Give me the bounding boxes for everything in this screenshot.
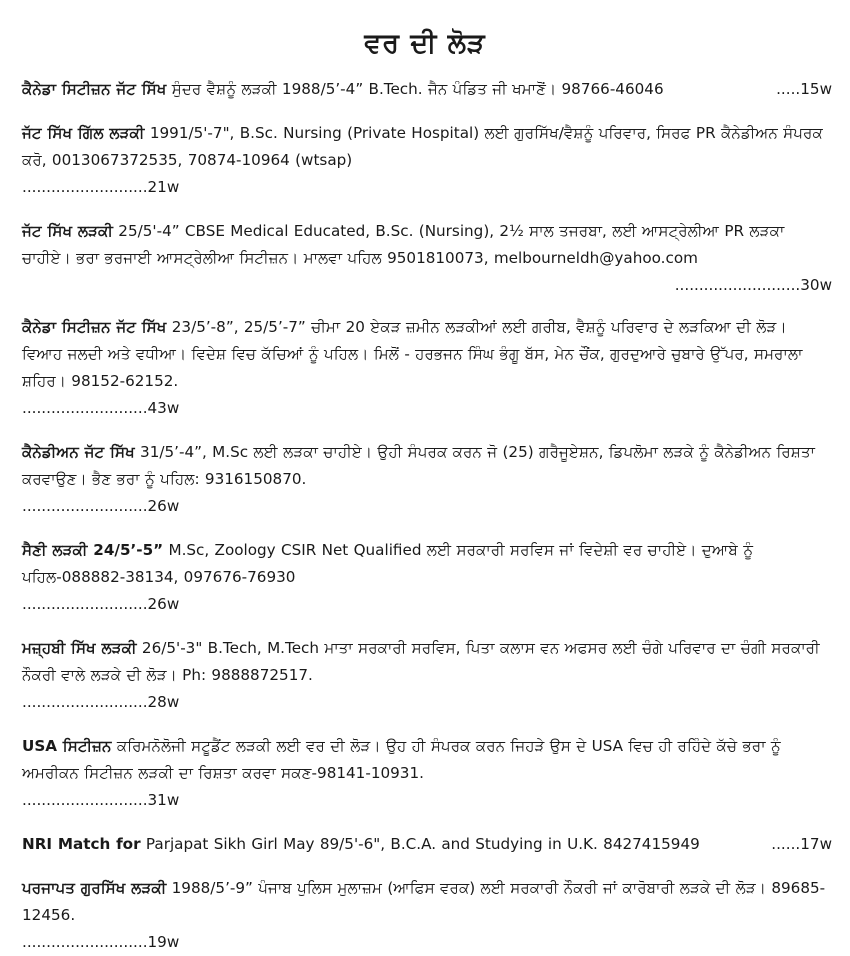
ad-code: ..........................26w [22, 497, 180, 515]
ad-code-row [22, 929, 832, 956]
ad-lead: ਪਰਜਾਪਤ ਗੁਰਸਿੱਖ ਲੜਕੀ [22, 879, 167, 897]
ad-lead: ਜੱਟ ਸਿੱਖ ਗਿੱਲ ਲੜਕੀ [22, 124, 145, 142]
ad-lead: USA ਸਿਟੀਜ਼ਨ [22, 737, 112, 755]
ad-code-row [22, 787, 832, 814]
ad-7 [22, 635, 832, 689]
ad-code: .....15w [776, 80, 832, 98]
ad-9 [22, 831, 832, 858]
ad-code-row [22, 395, 832, 422]
ad-10 [22, 875, 832, 929]
ad-lead: ਕੈਨੇਡਾ ਸਿਟੀਜ਼ਨ ਜੱਟ ਸਿੱਖ [22, 80, 167, 98]
ad-code: ..........................19w [22, 933, 180, 951]
ad-lead: ਮਜ਼੍ਹਬੀ ਸਿੱਖ ਲੜਕੀ [22, 639, 137, 657]
ad-body: 23/5’-8”, 25/5’-7” ਚੀਮਾ 20 ਏਕੜ ਜ਼ਮੀਨ ਲੜਕੀਆਂ ਲਈ ਗਰੀਬ, ਵੈਸ਼ਨੂੰ ਪਰਿਵਾਰ ਦੇ ਲੜਕਿਆ ਦੀ ਲੋੜ। ਵਿਆਹ ਜਲਦੀ ਅਤੇ ਵਧੀਆ। ਵਿਦੇਸ਼ ਵਿਚ ਕੱਚਿਆਂ ਨੂੰ ਪਹਿਲ। ਮਿਲੋਂ - ਹਰਭਜਨ ਸਿੰਘ ਭੰਗੂ ਬੱਸ, ਮੇਨ ਚੌਂਕ, ਗੁਰਦੁਆਰੇ ਚੁਬਾਰੇ ਉੱਪਰ, ਸਮਰਾਲਾ ਸ਼ਹਿਰ। 98152-62152. [22, 318, 803, 390]
ad-body: 25/5'-4” CBSE Medical Educated, B.Sc. (Nursing), 2½ ਸਾਲ ਤਜਰਬਾ, ਲਈ ਆਸਟ੍ਰੇਲੀਆ PR ਲੜਕਾ ਚਾਹੀਏ। ਭਰਾ ਭਰਜਾਈ ਆਸਟ੍ਰੇਲੀਆ ਸਿਟੀਜ਼ਨ। ਮਾਲਵਾ ਪਹਿਲ 9501810073, melbourneldh@yahoo.com [22, 222, 785, 267]
ad-body: 26/5'-3" B.Tech, M.Tech ਮਾਤਾ ਸਰਕਾਰੀ ਸਰਵਿਸ, ਪਿਤਾ ਕਲਾਸ ਵਨ ਅਫਸਰ ਲਈ ਚੰਗੇ ਪਰਿਵਾਰ ਦਾ ਚੰਗੀ ਸਰਕਾਰੀ ਨੌਕਰੀ ਵਾਲੇ ਲੜਕੇ ਦੀ ਲੋੜ। Ph: 9888872517. [22, 639, 820, 684]
ad-lead: ਜੱਟ ਸਿੱਖ ਲੜਕੀ [22, 222, 113, 240]
ad-body: Parjapat Sikh Girl May 89/5'-6", B.C.A. and Studying in U.K. 8427415949 [140, 835, 700, 853]
ad-body: ਕਰਿਮਨੋਲੋਜੀ ਸਟੂਡੈਂਟ ਲੜਕੀ ਲਈ ਵਰ ਦੀ ਲੋੜ। ਉਹ ਹੀ ਸੰਪਰਕ ਕਰਨ ਜਿਹੜੇ ਉਸ ਦੇ USA ਵਿਚ ਹੀ ਰਹਿੰਦੇ ਕੱਚੇ ਭਰਾ ਨੂੰ ਅਮਰੀਕਨ ਸਿਟੀਜ਼ਨ ਲੜਕੀ ਦਾ ਰਿਸ਼ਤਾ ਕਰਵਾ ਸਕਣ-98141-10931. [22, 737, 781, 782]
ad-1 [22, 76, 832, 103]
ad-5 [22, 439, 832, 493]
ad-2 [22, 120, 832, 174]
ad-code-row [22, 493, 832, 520]
ad-body: 1988/5’-9” ਪੰਜਾਬ ਪੁਲਿਸ ਮੁਲਾਜ਼ਮ (ਆਫਿਸ ਵਰਕ) ਲਈ ਸਰਕਾਰੀ ਨੌਕਰੀ ਜਾਂ ਕਾਰੋਬਾਰੀ ਲੜਕੇ ਦੀ ਲੋੜ। 89685-12456. [22, 879, 826, 924]
ad-6 [22, 537, 832, 591]
ad-code: ..........................21w [22, 178, 180, 196]
ad-8 [22, 733, 832, 787]
ad-3 [22, 218, 832, 272]
ad-lead: ਕੈਨੇਡਾ ਸਿਟੀਜ਼ਨ ਜੱਟ ਸਿੱਖ [22, 318, 167, 336]
ad-code: ......17w [771, 835, 832, 853]
ad-lead: ਕੈਨੇਡੀਅਨ ਜੱਟ ਸਿੱਖ [22, 443, 135, 461]
ad-body: 31/5’-4”, M.Sc ਲਈ ਲੜਕਾ ਚਾਹੀਏ। ਉਹੀ ਸੰਪਰਕ ਕਰਨ ਜੋ (25) ਗਰੈਜੂਏਸ਼ਨ, ਡਿਪਲੋਮਾ ਲੜਕੇ ਨੂੰ ਕੈਨੇਡੀਅਨ ਰਿਸ਼ਤਾ ਕਰਵਾਉਣ। ਭੈਣ ਭਰਾ ਨੂੰ ਪਹਿਲ: 9316150870. [22, 443, 815, 488]
ad-body: M.Sc, Zoology CSIR Net Qualified ਲਈ ਸਰਕਾਰੀ ਸਰਵਿਸ ਜਾਂ ਵਿਦੇਸ਼ੀ ਵਰ ਚਾਹੀਏ। ਦੁਆਬੇ ਨੂੰ ਪਹਿਲ-088882-38134, 097676-76930 [22, 541, 754, 586]
ad-code-row [22, 591, 832, 618]
ads-list [22, 76, 832, 956]
ad-code-row [22, 174, 832, 201]
ad-code-row [22, 689, 832, 716]
page-title: ਵਰ ਦੀ ਲੋੜ [364, 28, 486, 59]
ad-code-row [22, 272, 832, 299]
ad-body: ਸੁੰਦਰ ਵੈਸ਼ਨੂੰ ਲੜਕੀ 1988/5’-4” B.Tech. ਜੈਨ ਪੰਡਿਤ ਜੀ ਖਮਾਣੋਂ। 98766-46046 [166, 80, 664, 98]
ad-code: ..........................43w [22, 399, 180, 417]
ad-code: ..........................28w [22, 693, 180, 711]
ad-4 [22, 314, 832, 395]
ad-body: 1991/5'-7", B.Sc. Nursing (Private Hospital) ਲਈ ਗੁਰਸਿੱਖ/ਵੈਸ਼ਨੂੰ ਪਰਿਵਾਰ, ਸਿਰਫ PR ਕੈਨੇਡੀਅਨ ਸੰਪਰਕ ਕਰੋ, 0013067372535, 70874-10964 (wtsap) [22, 124, 823, 169]
ad-lead: NRI Match for [22, 835, 141, 853]
ad-code: ..........................30w [674, 276, 832, 294]
ad-lead: ਸੈਣੀ ਲੜਕੀ 24/5’-5” [22, 541, 164, 559]
ad-code: ..........................31w [22, 791, 180, 809]
ad-code: ..........................26w [22, 595, 180, 613]
